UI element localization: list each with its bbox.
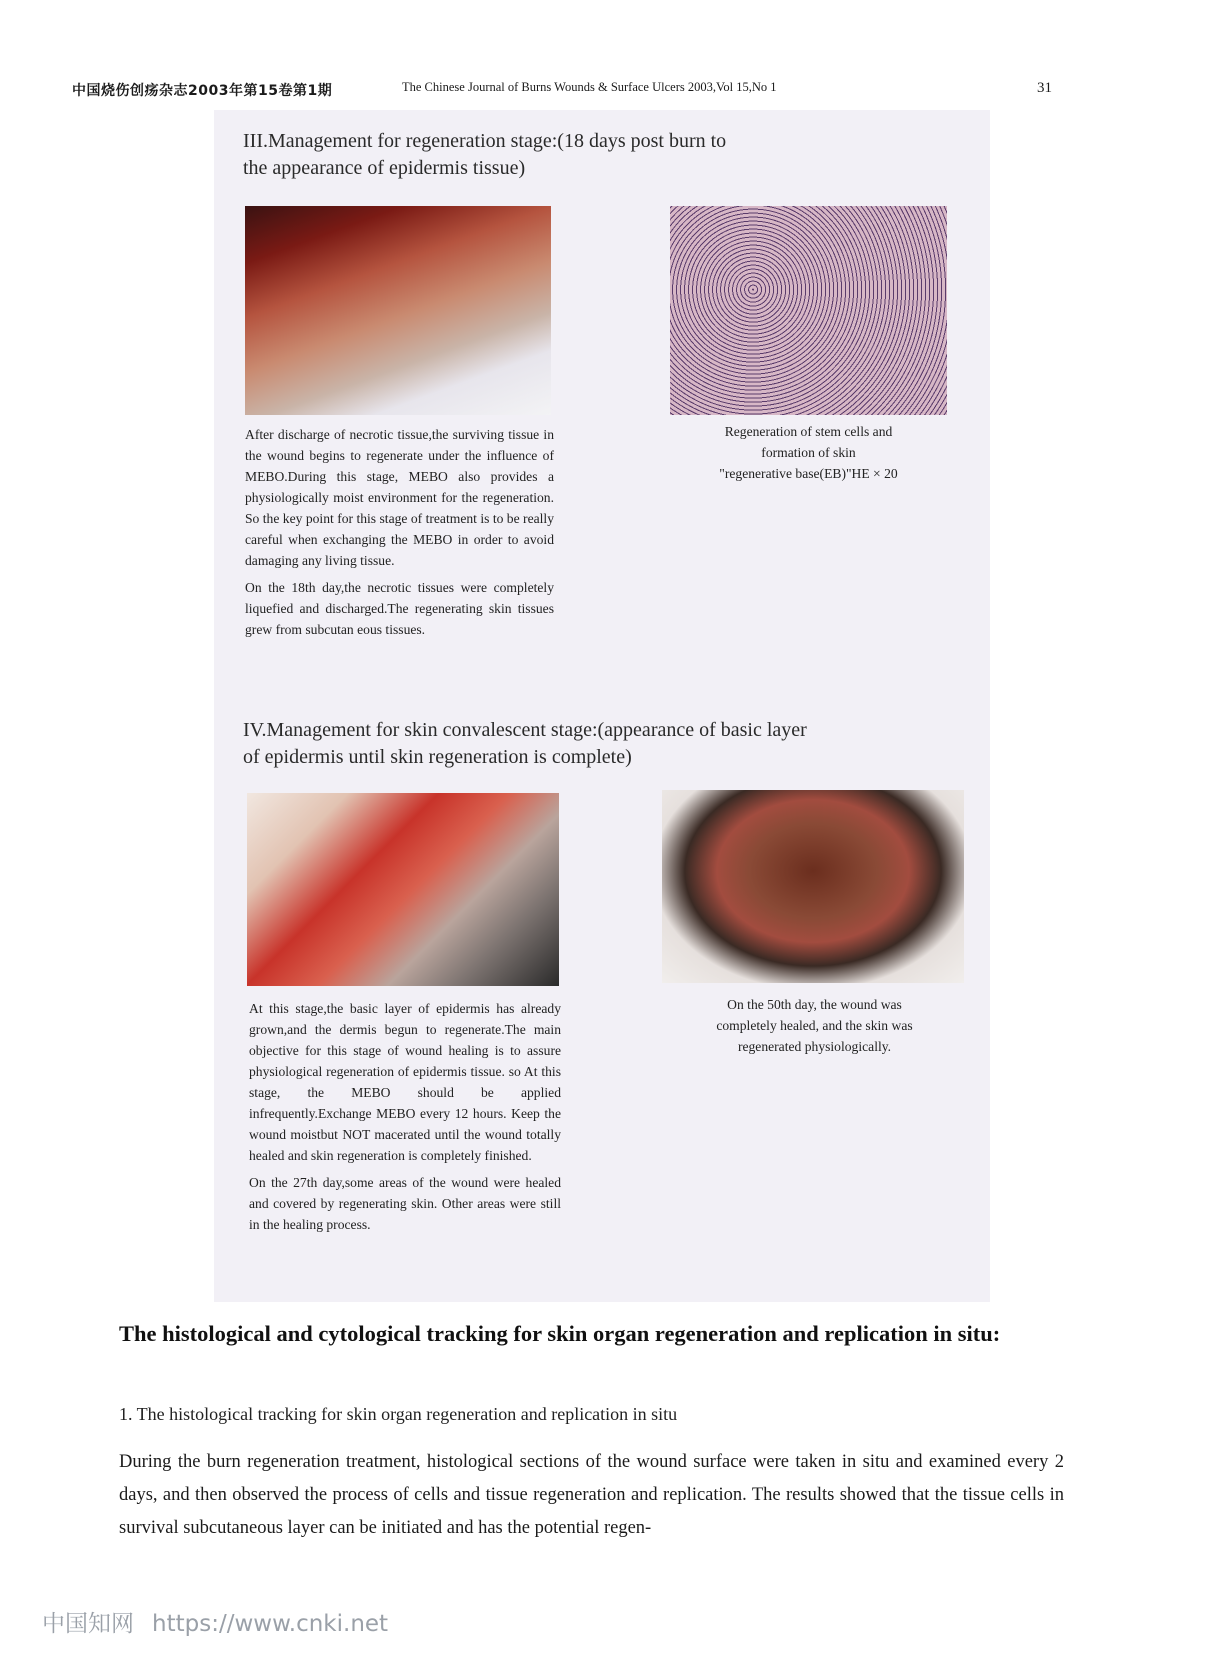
micrograph-caption-line3: "regenerative base(EB)"HE × 20: [719, 466, 898, 481]
journal-title-en: The Chinese Journal of Burns Wounds & Surface Ulcers 2003,Vol 15,No 1: [402, 80, 777, 94]
body-paragraph: During the burn regeneration treatment, histological sections of the wound surface were taken in situ and examined every 2 days, and then observed the process of cells and tissue regeneration and replication. The results showed that the tissue cells in survival subcutaneous layer can be initiated and has the potential regen-: [119, 1452, 1064, 1538]
micrograph-caption-line2: formation of skin: [761, 445, 856, 460]
section4-title: [243, 717, 883, 771]
histology-micrograph: [670, 206, 947, 415]
section4-caption-p1: At this stage,the basic layer of epidermis has already grown,and the dermis begun to regenerate.The main objective for this stage of wound healing is to assure physiological regeneration of epidermis tissue. so At this stage, the MEBO should be applied infrequently.Exchange MEBO every 12 hours. Keep the wound moistbut NOT macerated until the wound totally healed and skin regeneration is completely finished.: [249, 1001, 561, 1163]
patient-photo-day50: [662, 790, 964, 983]
section4-caption-p2: On the 27th day,some areas of the wound were healed and covered by regenerating skin. Other areas were still in the healing process.: [249, 1175, 561, 1232]
journal-title-cn: 中国烧伤创疡杂志2003年第15卷第1期: [72, 83, 333, 99]
section3-title: [243, 128, 803, 182]
section3-right-caption: [670, 421, 947, 484]
page-number: 31: [1037, 80, 1052, 96]
section4-left-caption: [249, 998, 561, 1241]
section3-caption-p1: After discharge of necrotic tissue,the surviving tissue in the wound begins to regenerate under the influence of MEBO.During this stage, MEBO also provides a physiologically moist environment for the regeneration. So the key point for this stage of treatment is to be really careful when exchanging the MEBO in order to avoid damaging any living tissue.: [245, 427, 554, 568]
section3-title-line1: III.Management for regeneration stage:(18 days post burn to: [243, 130, 727, 152]
patient-photo-day18: [245, 206, 551, 415]
day50-caption-line3: regenerated physiologically.: [737, 1039, 892, 1054]
figure-panel: [214, 110, 990, 1302]
section3-left-caption: [245, 424, 554, 646]
watermark-url: https://www.cnki.net: [152, 1611, 389, 1637]
section3-caption-p2: On the 18th day,the necrotic tissues were completely liquefied and discharged.The regenerating skin tissues grew from subcutan eous tissues.: [245, 580, 554, 637]
patient-photo-day27: [247, 793, 559, 986]
day50-caption-line1: On the 50th day, the wound was: [727, 997, 902, 1012]
section4-title-line2: of epidermis until skin regeneration is complete): [243, 746, 632, 768]
section3-title-line2: the appearance of epidermis tissue): [243, 157, 526, 179]
section4-right-caption: [662, 994, 967, 1057]
running-header: [72, 80, 1052, 102]
day50-caption-line2: completely healed, and the skin was: [716, 1018, 913, 1033]
watermark-brand: 中国知网: [42, 1611, 134, 1637]
subsection-heading: 1. The histological tracking for skin organ regeneration and replication in situ: [119, 1404, 678, 1424]
section4-title-line1: IV.Management for skin convalescent stage:(appearance of basic layer: [243, 719, 807, 741]
section-heading: The histological and cytological tracking for skin organ regeneration and replication in situ:: [119, 1321, 1001, 1346]
cnki-watermark: [42, 1605, 388, 1638]
micrograph-caption-line1: Regeneration of stem cells and: [724, 424, 893, 439]
